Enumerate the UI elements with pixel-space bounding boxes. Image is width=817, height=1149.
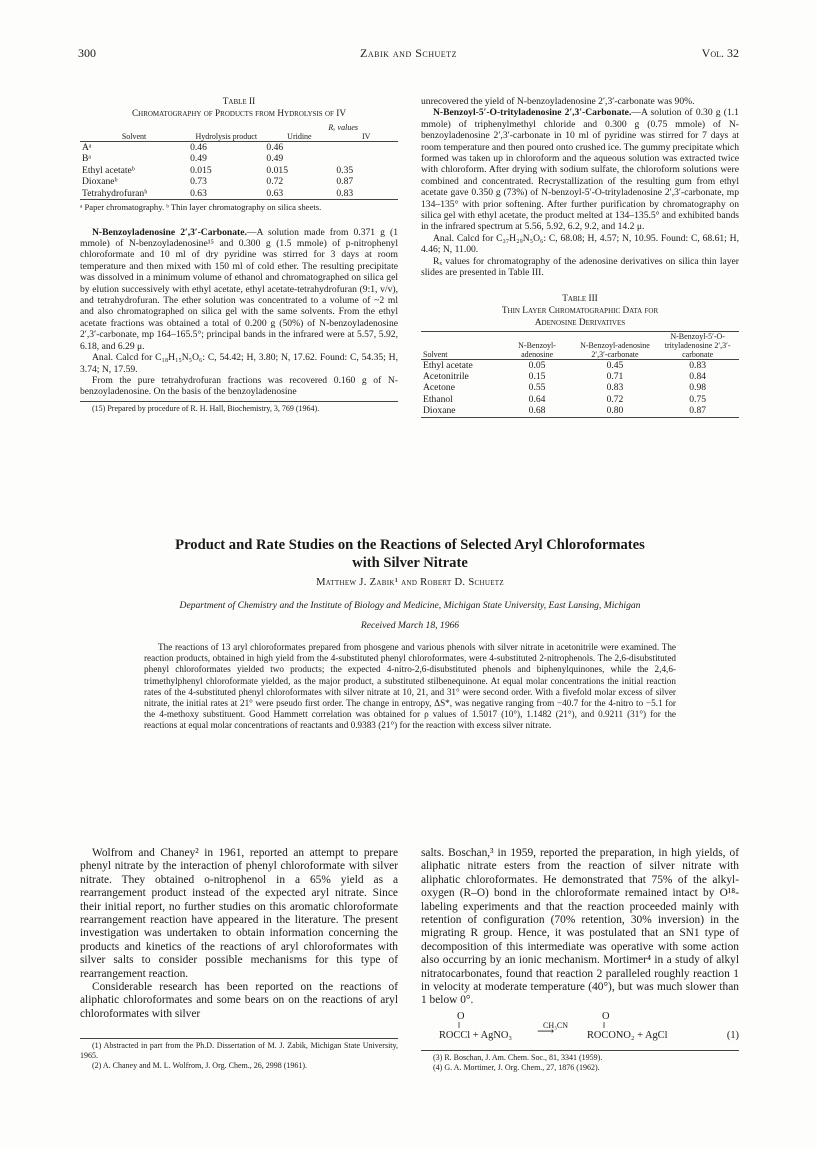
paragraph-heading: N-Benzoyl-5′-O-trityladenosine 2′,3′-Carbonate.	[433, 107, 632, 119]
table-cell: 0.73	[190, 176, 207, 188]
footnote: (3) R. Boschan, J. Am. Chem. Soc., 81, 3341 (1959).	[433, 1052, 603, 1062]
table-cell: 0.015	[190, 164, 212, 176]
table-row	[421, 359, 739, 371]
table-cell: 0.49	[266, 153, 284, 165]
footnote: (4) G. A. Mortimer, J. Org. Chem., 27, 1876 (1962).	[433, 1062, 600, 1072]
table-cell: 0.72	[606, 393, 624, 405]
paragraph-text: —A solution of 0.30 g (1.1 mmole) of triphenylmethyl chloride and 0.300 g (0.75 mmole) of N-benzoyladenosine 2′,3′-carbonate in 10 ml of pyridine was stirred for 7 days at room temperature and then poured onto crushed ice. The gummy precipitate which formed was taken up in chloroform and the aqueous solution was extracted twice with chloroform. After drying with sodium sulfate, the chloroform solutions were combined and concentrated. Recrystallization of the resulting gum from ethyl acetate gave 0.350 g (73%) of N-benzoyl-5′-O-trityladenosine 2′,3′-carbonate, mp 134–135° with prior softening. After further purification by chromatography on silica gel with ethyl acetate, the product melted at 134–135.5° and exhibited bands in the infrared spectrum at 5.56, 5.92, 6.2, 9.2, and 14.2 μ.	[421, 107, 739, 233]
table-cell: 0.80	[606, 405, 624, 417]
body-left-column	[80, 847, 398, 1071]
table-cell: Ethyl acetateᵇ	[82, 164, 135, 176]
table-cell: Dioxane	[423, 405, 456, 417]
table-row	[80, 165, 398, 176]
table-cell: Aᵃ	[82, 142, 92, 153]
table-cell: 0.46	[266, 142, 284, 153]
eq-products: ROCONO₂ + AgCl	[587, 1029, 668, 1041]
footnote: (15) Prepared by procedure of R. H. Hall, Biochemistry, 3, 769 (1964).	[92, 403, 320, 413]
table-cell: 0.83	[606, 382, 624, 394]
table-cell: Dioxaneᵇ	[82, 176, 118, 188]
eq-carbonyl-o-right: O	[602, 1010, 610, 1022]
table-cell: 0.015	[266, 164, 289, 176]
table-cell: 0.98	[689, 382, 707, 394]
footnote-rule	[421, 1050, 739, 1051]
paragraph	[80, 227, 398, 352]
footnote-rule	[80, 1038, 398, 1039]
table-cell: Acetonitrile	[423, 370, 469, 382]
footnote: (1) Abstracted in part from the Ph.D. Dissertation of M. J. Zabik, Michigan State University, 1965.	[80, 1041, 398, 1061]
table-cell: 0.49	[190, 153, 207, 165]
table-cell: 0.68	[528, 405, 546, 417]
table3-col-benzoyladenosine: N-Benzoyl-adenosine	[518, 340, 556, 359]
table-cell: 0.72	[266, 176, 284, 188]
paragraph: Anal. Calcd for C₁₈H₁₅N₅O₆: C, 54.42; H, 3.80; N, 17.62. Found: C, 54.35; H, 3.74; N, 17.59.	[80, 352, 398, 375]
table3-col-trityl: N-Benzoyl-5′-O-trityladenosine 2′,3′-carbonate	[664, 331, 731, 359]
eq-double-bond-left: ‖	[458, 1020, 461, 1030]
table2-caption: Chromatography of Products from Hydrolysis of IV	[131, 109, 347, 119]
left-top-column	[80, 96, 398, 414]
volume-label: Vol. 32	[701, 46, 739, 60]
article-title-line2: with Silver Nitrate	[352, 555, 468, 571]
table-cell: Tetrahydrofuranᵇ	[82, 187, 148, 199]
table2-col-uridine: Uridine	[287, 132, 312, 141]
received-date: Received March 18, 1966	[360, 620, 460, 631]
table-cell: Ethanol	[423, 393, 453, 405]
table2-col-iv: IV	[361, 132, 371, 141]
eq-double-bond-right: ‖	[603, 1020, 606, 1030]
table-cell: 0.55	[528, 382, 546, 394]
table-row	[80, 142, 398, 154]
paragraph: Anal. Calcd for C₃₇H₂₉N₅O₆: C, 68.08; H, 4.57; N, 10.95. Found: C, 68.61; H, 4.46; N, 11.00.	[421, 232, 739, 256]
paragraph: salts. Boschan,³ in 1959, reported the preparation, in high yields, of aliphatic nitrate esters from the reaction of silver nitrate with aliphatic chloroformates. He demonstrated that 75% of the alkyl-oxygen (R–O) bond in the chloroformate remained intact by O¹⁸-labeling experiments and that the reaction proceeded mainly with retention of configuration (70% retention, 30% inversion) in the migrating R group. Hence, it was postulated that an SN1 type of decomposition of this intermediate was operative with some action also occurring by an ionic mechanism. Mortimer⁴ in a study of alkyl nitratocarbonates, found that reaction 2 paralleled roughly reaction 1 in velocity at moderate temperature (40°), but was much slower than 1 below 0°.	[421, 847, 739, 1007]
paragraph: Rₓ values for chromatography of the adenosine derivatives on silica thin layer slides are presented in Table III.	[421, 255, 739, 279]
table-cell: 0.87	[336, 176, 354, 188]
paragraph: Considerable research has been reported on the reactions of aliphatic chloroformates and some bears on on the reactions of aryl chloroformates with silver	[80, 981, 398, 1020]
table-cell	[334, 142, 398, 154]
equation-1	[421, 1010, 739, 1050]
table-cell: Bᵃ	[82, 153, 92, 165]
table-cell: Ethyl acetate	[423, 359, 473, 371]
page-header	[78, 46, 739, 62]
table-row	[421, 394, 739, 405]
table3-col-carbonate: N-Benzoyl-adenosine 2′,3′-carbonate	[580, 340, 650, 359]
paragraph: From the pure tetrahydrofuran fractions was recovered 0.160 g of N-benzoyladenosine. On the basis of the benzoyladenosine	[80, 374, 398, 398]
table2-footnote: ᵃ Paper chromatography. ᵇ Thin layer chromatography on silica sheets.	[80, 202, 322, 213]
table-cell: 0.83	[689, 359, 707, 371]
table-cell: 0.83	[336, 187, 354, 199]
table-row	[421, 382, 739, 393]
table3-caption-2: Adenosine Derivatives	[534, 317, 626, 328]
paragraph: unrecovered the yield of N-benzoyladenosine 2′,3′-carbonate was 90%.	[421, 96, 695, 107]
table-cell: 0.87	[689, 405, 707, 417]
table3-col-solvent: Solvent	[423, 349, 448, 359]
paragraph-text: —A solution made from 0.371 g (1 mmole) of N-benzoyladenosine¹⁵ and 0.300 g (1.5 mmole) of p-nitrophenyl chloroformate and 10 ml of dry pyridine was stirred for 3 days at room temperature and then mixed with 150 ml of cold ether. The resulting precipitate was dissolved in a minimum volume of ethanol and chromatographed on silica gel by elution successively with ethyl acetate, ethyl acetate-tetrahydrofuran (9:1, v/v), and tetrahydrofuran. The ether solution was concentrated to a volume of ~2 ml and also chromatographed on silica gel with the same solvents. From the ethyl acetate fractions was obtained a total of 0.200 g (50%) of N-benzoyladenosine 2′,3′-carbonate, mp 164–165.5°; principal bands in the infrared were at 5.57, 5.92, 6.18, and 6.29 μ.	[80, 226, 398, 352]
table3	[421, 331, 739, 418]
eq-carbonyl-o-left: O	[457, 1010, 465, 1022]
table2	[80, 123, 398, 200]
eq-arrow: ⟶	[537, 1023, 555, 1038]
table-cell: 0.63	[190, 187, 207, 199]
right-top-column	[421, 96, 739, 418]
table-cell: 0.45	[606, 359, 624, 371]
authors: Matthew J. Zabik¹ and Robert D. Schuetz	[316, 577, 504, 588]
eq-number: (1)	[726, 1029, 739, 1041]
table-cell: 0.05	[528, 359, 546, 371]
table-cell: 0.15	[528, 370, 546, 382]
table-row	[80, 188, 398, 200]
paragraph: Wolfrom and Chaney² in 1961, reported an attempt to prepare phenyl nitrate by the interaction of phenyl chloroformate with silver nitrate. They obtained o-nitrophenol in a 65% yield as a rearrangement product instead of the expected aryl nitrate. Since their initial report, no further studies on this aromatic chloroformate rearrangement reaction have appeared in the literature. The present investigation was undertaken to obtain information concerning the products and kinetics of the reactions of aryl chloroformates with silver salts to consider possible mechanisms for this type of rearrangement reaction.	[80, 847, 398, 980]
running-head: Zabik and Schuetz	[360, 46, 457, 60]
table2-rf-header: Rₓ values	[328, 123, 358, 132]
eq-reactants: ROCCl + AgNO₃	[439, 1029, 512, 1041]
footnote-rule	[80, 401, 398, 402]
table-cell: 0.35	[336, 164, 354, 176]
table3-label: Table III	[562, 293, 598, 304]
article-title-line1: Product and Rate Studies on the Reactions of Selected Aryl Chloroformates	[175, 537, 645, 553]
table-cell: 0.84	[689, 370, 707, 382]
table-cell: 0.71	[606, 370, 624, 382]
paragraph-heading: N-Benzoyladenosine 2′,3′-Carbonate.	[92, 226, 247, 238]
abstract: The reactions of 13 aryl chloroformates prepared from phosgene and various phenols with silver nitrate in acetonitrile were examined. The reaction products, obtained in high yield from the 4-substituted phenyl chloroformates, were 4-substituted 2-nitrophenols. The 2,6-disubstituted phenyl chloroformates yielded two products; the expected 4-nitro-2,6-disubstituted phenols and biphenylquinones, while the 2,4,6-trimethylphenyl chloroformate yielded, as the major product, a substituted stilbenequinone. At equal molar concentrations the initial reaction rates of the 4-substituted phenyl chloroformates with silver nitrate at 10, 21, and 31° were second order. With a fivefold molar excess of silver nitrate, the initial rates at 21° were pseudo first order. The change in entropy, ΔS*, was negative ranging from −40.7 for the 4-nitro to −5.1 for the 4-methoxy substituent. Good Hammett correlation was obtained for ρ values of 1.5017 (10°), 1.1482 (21°), and 0.9211 (31°) for the reactions at equal molar concentrations of reactants and 0.9383 (21°) for the reaction with excess silver nitrate.	[144, 642, 676, 731]
table-cell: 0.64	[528, 393, 546, 405]
table-row	[421, 371, 739, 382]
table2-col-hydrolysis: Hydrolysis product	[195, 132, 258, 141]
table2-label: Table II	[222, 97, 256, 107]
table-cell	[334, 153, 398, 164]
article-title	[80, 536, 740, 572]
table-row	[421, 405, 739, 417]
footnote: (2) A. Chaney and M. L. Wolfrom, J. Org. Chem., 26, 2998 (1961).	[92, 1061, 308, 1071]
table-cell: 0.63	[266, 187, 284, 199]
table-cell: 0.75	[689, 393, 707, 405]
affiliation: Department of Chemistry and the Institute of Biology and Medicine, Michigan State University, East Lansing, Michigan	[179, 600, 641, 611]
table-cell: 0.46	[190, 142, 207, 153]
table2-col-solvent: Solvent	[121, 132, 147, 141]
table-row	[80, 153, 398, 164]
table-cell: Acetone	[423, 382, 455, 394]
table3-caption: Thin Layer Chromatographic Data for	[501, 305, 659, 316]
body-right-column	[421, 847, 739, 1073]
page-number: 300	[78, 46, 96, 60]
table-row	[80, 176, 398, 187]
paragraph	[421, 107, 739, 232]
eq-condition: CH₃CN	[543, 1020, 569, 1030]
